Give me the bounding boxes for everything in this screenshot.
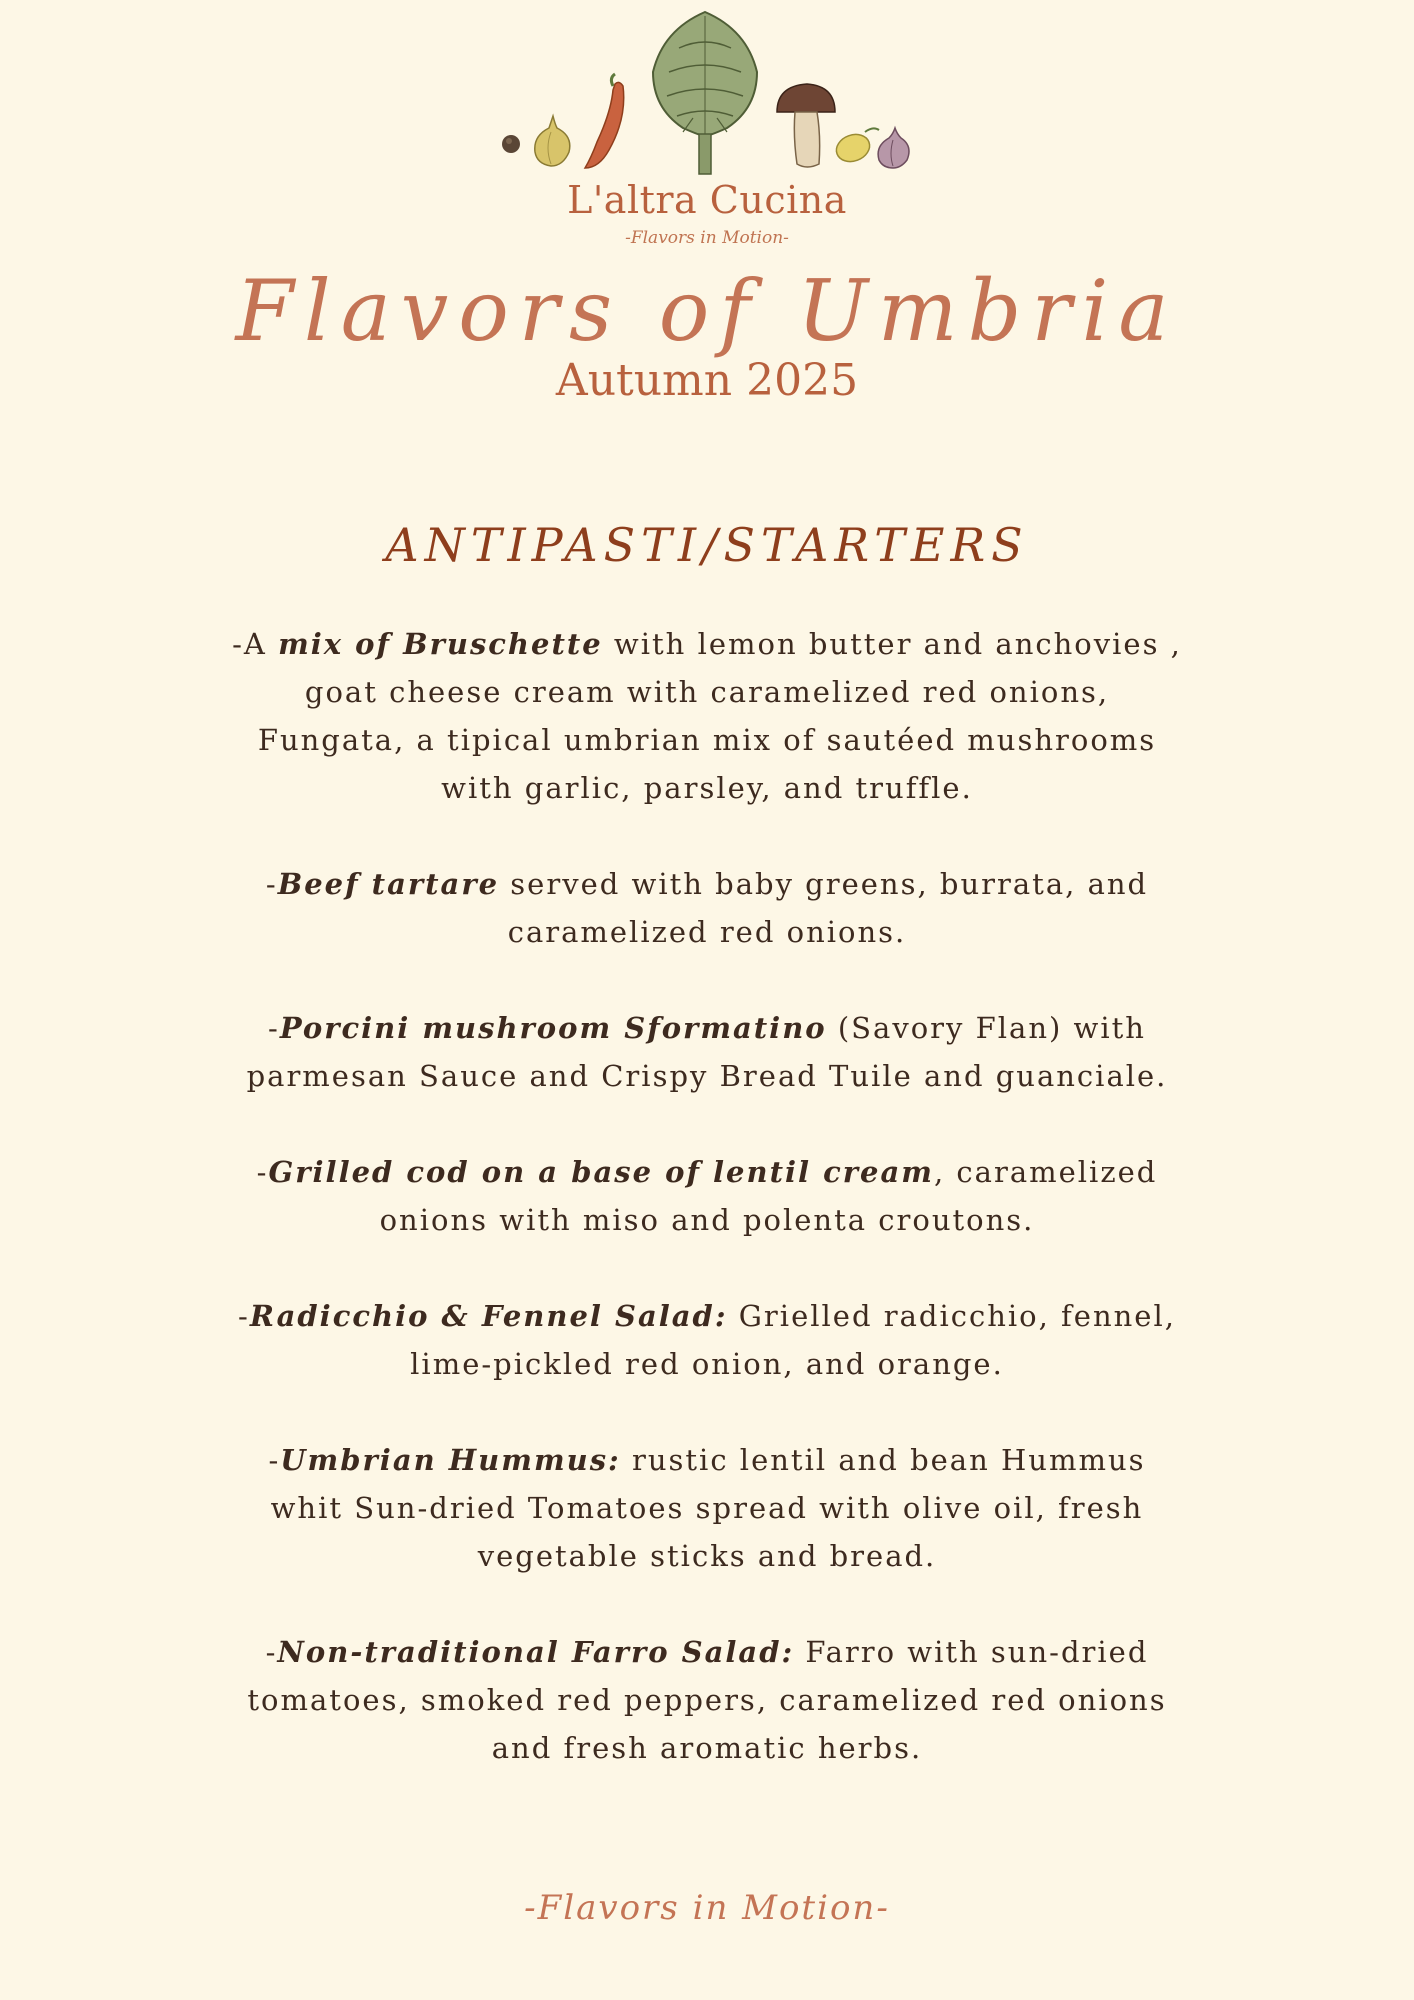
dish-item (230, 1148, 1184, 1244)
vegetable-logo (495, 8, 915, 178)
dish-description: Farro with sun-dried tomatoes, smoked red peppers, caramelized red onions and fresh aromatic herbs. (247, 1635, 1167, 1765)
dish-description: rustic lentil and bean Hummus whit Sun-dried Tomatoes spread with olive oil, fresh vegetable sticks and bread. (270, 1443, 1146, 1573)
dish-item (230, 860, 1184, 956)
lemon-icon (833, 128, 879, 166)
dish-name: Radicchio & Fennel Salad: (249, 1299, 728, 1333)
dish-description: Grielled radicchio, fennel, lime-pickled red onion, and orange. (410, 1299, 1176, 1381)
chili-pepper-icon (585, 74, 624, 168)
dish-description: with lemon butter and anchovies , goat cheese cream with caramelized red onions, Fungata, a tipical umbrian mix of sautéed mushrooms with garlic, parsley, and truffle. (257, 627, 1182, 805)
dish-prefix: - (268, 1011, 280, 1045)
dish-item (230, 620, 1184, 812)
dish-name: Non-traditional Farro Salad: (277, 1635, 795, 1669)
menu-season: Autumn 2025 (555, 355, 859, 406)
hazelnut-icon (502, 135, 520, 153)
brand-tagline: -Flavors in Motion- (625, 228, 789, 248)
dish-item (230, 1004, 1184, 1100)
dish-list (230, 620, 1184, 1820)
dish-prefix: - (268, 1443, 281, 1477)
dish-name: Grilled cod on a base of lentil cream (268, 1155, 934, 1189)
dish-name: Porcini mushroom Sformatino (279, 1011, 827, 1045)
dish-prefix: -A (232, 627, 279, 661)
dish-item (230, 1436, 1184, 1580)
onion-icon (535, 116, 570, 166)
porcini-mushroom-icon (777, 84, 835, 167)
dish-item (230, 1292, 1184, 1388)
dish-name: Umbrian Hummus: (280, 1443, 621, 1477)
artichoke-icon (653, 12, 757, 174)
footer-tagline: -Flavors in Motion- (524, 1888, 890, 1928)
dish-description: (Savory Flan) with parmesan Sauce and Crispy Bread Tuile and guanciale. (246, 1011, 1168, 1093)
dish-prefix: - (265, 867, 278, 901)
garlic-icon (878, 128, 909, 168)
menu-title: Flavors of Umbria (235, 262, 1179, 360)
dish-prefix: - (256, 1155, 269, 1189)
dish-description: served with baby greens, burrata, and caramelized red onions. (499, 867, 1149, 949)
dish-prefix: - (265, 1635, 278, 1669)
dish-item (230, 1628, 1184, 1772)
dish-name: Beef tartare (277, 867, 500, 901)
section-heading: ANTIPASTI/STARTERS (385, 518, 1029, 572)
brand-name: L'altra Cucina (567, 178, 847, 222)
dish-name: mix of Bruschette (278, 627, 603, 661)
dish-description: , caramelized onions with miso and polenta croutons. (379, 1155, 1158, 1237)
dish-prefix: - (238, 1299, 250, 1333)
